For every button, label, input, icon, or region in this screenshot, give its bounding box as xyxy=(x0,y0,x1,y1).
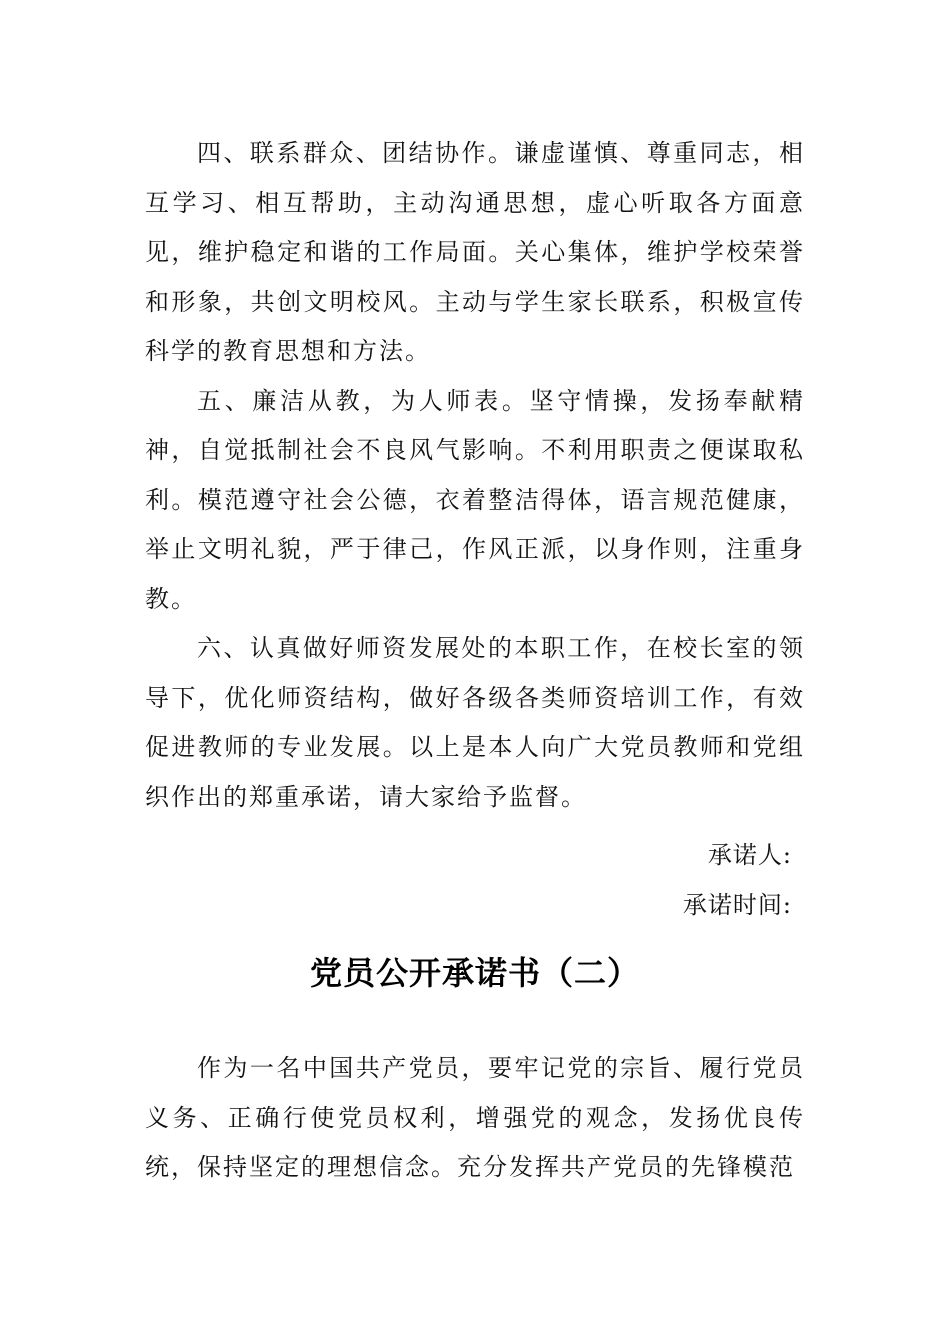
paragraph-six: 六、认真做好师资发展处的本职工作，在校长室的领导下，优化师资结构，做好各级各类师资培训工作，有效促进教师的专业发展。以上是本人向广大党员教师和党组织作出的郑重承诺，请大家给予监督。 xyxy=(145,634,805,811)
section-two-body xyxy=(145,1044,805,1193)
paragraph-five: 五、廉洁从教，为人师表。坚守情操，发扬奉献精神，自觉抵制社会不良风气影响。不利用职责之便谋取私利。模范遵守社会公德，衣着整洁得体，语言规范健康，举止文明礼貌，严于律己，作风正派，以身作则，注重身教。 xyxy=(145,386,805,613)
signer-label: 承诺人: xyxy=(707,841,792,869)
section-one-body xyxy=(145,129,805,822)
date-label: 承诺时间: xyxy=(682,891,792,919)
document-title: 党员公开承诺书（二） xyxy=(309,954,640,992)
paragraph-four: 四、联系群众、团结协作。谦虚谨慎、尊重同志，相互学习、相互帮助，主动沟通思想，虚心听取各方面意见，维护稳定和谐的工作局面。关心集体，维护学校荣誉和形象，共创文明校风。主动与学生家长联系，积极宣传科学的教育思想和方法。 xyxy=(145,139,805,365)
intro-paragraph: 作为一名中国共产党员，要牢记党的宗旨、履行党员义务、正确行使党员权利，增强党的观念，发扬优良传统，保持坚定的理想信念。充分发挥共产党员的先锋模范 xyxy=(145,1054,805,1181)
